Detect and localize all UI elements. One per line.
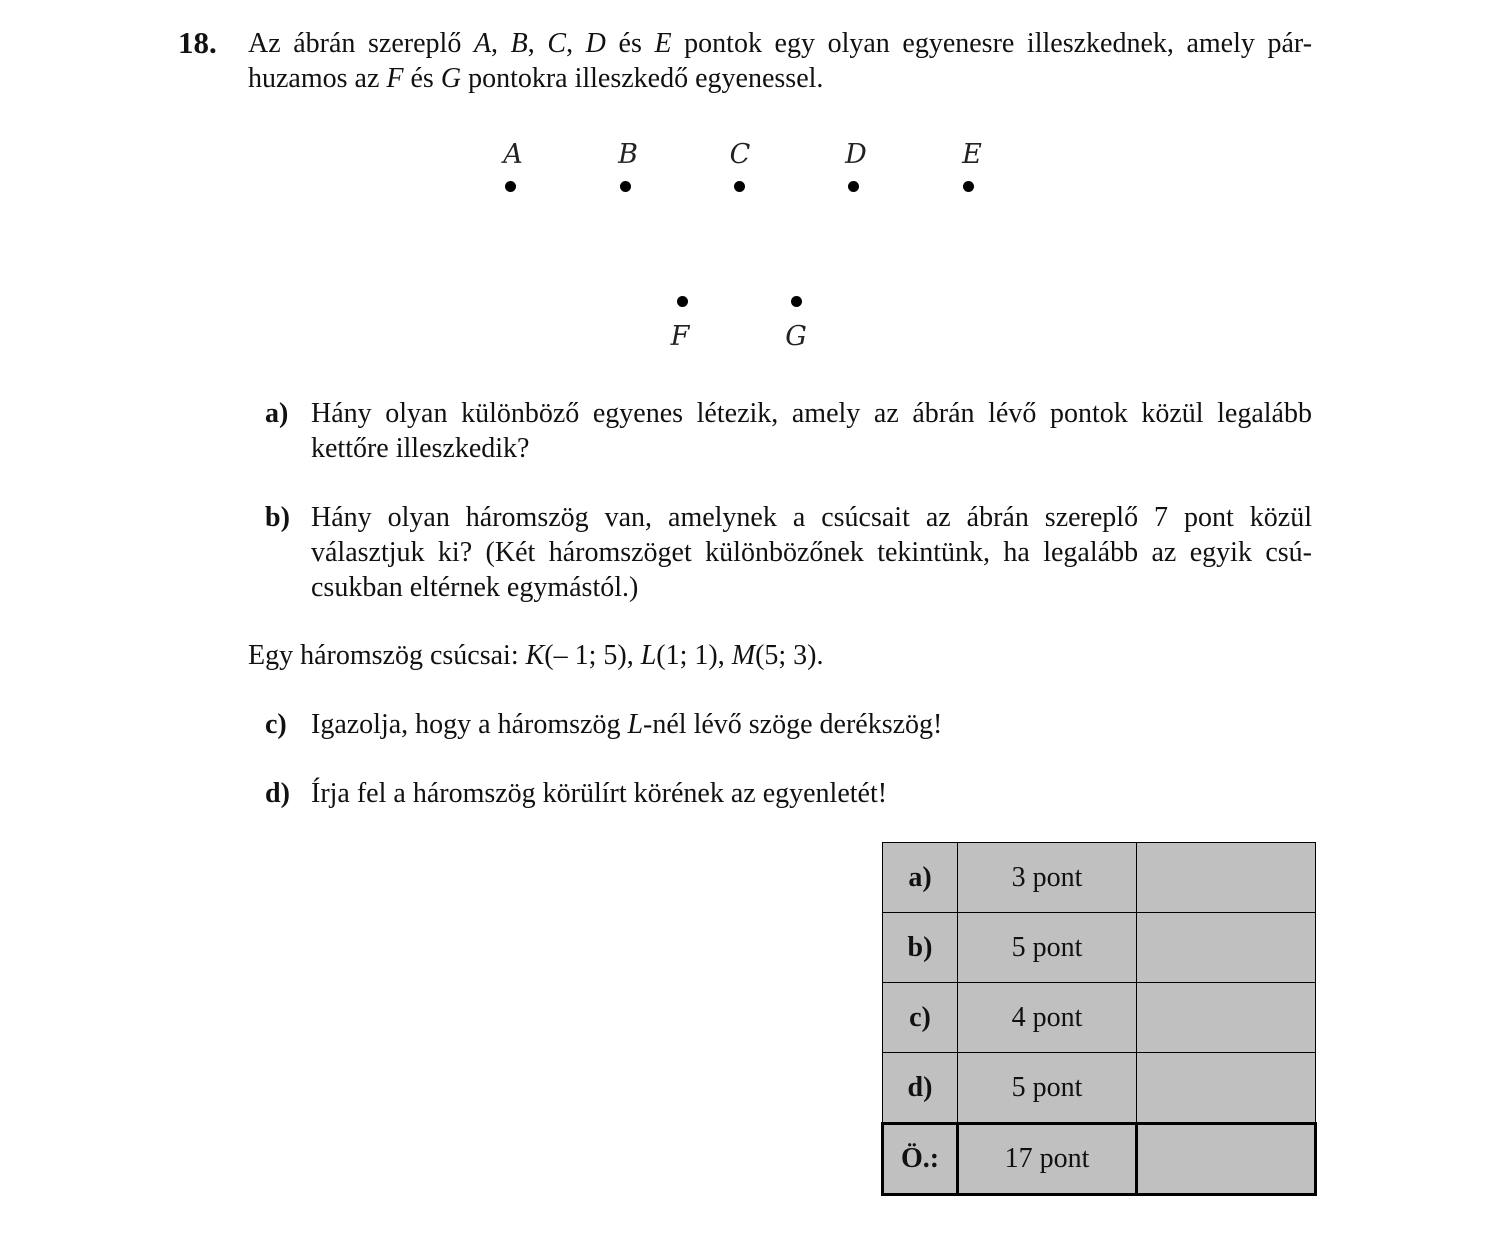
intro-line-1: Az ábrán szereplő A, B, C, D és E pontok egy olyan egyenesre illeszkednek, amely pár- [248, 28, 1313, 59]
question-b-line-2: választjuk ki? (Két háromszöget különbözőnek tekintünk, ha legalább az egyik csú- [311, 537, 1312, 568]
score-table [881, 842, 1317, 1196]
point-label-e: E [962, 139, 982, 170]
score-label: a) [883, 843, 958, 913]
point-label-c: C [729, 139, 751, 170]
point-label-a: A [503, 139, 523, 170]
question-b-letter: b) [265, 502, 290, 533]
question-b-line-3: csukban eltérnek egymástól.) [311, 572, 639, 603]
point-label-f: F [670, 321, 690, 352]
point-dot-a [505, 181, 516, 192]
question-a-letter: a) [265, 398, 289, 429]
score-label: c) [883, 983, 958, 1053]
point-dot-d [848, 181, 859, 192]
intro-line-2: huzamos az F és G pontokra illeszkedő egyenessel. [248, 63, 824, 94]
score-label: b) [883, 913, 958, 983]
table-row [883, 913, 1316, 983]
score-max-points: 5 pont [958, 1053, 1137, 1124]
question-c [265, 707, 1312, 742]
table-row [883, 983, 1316, 1053]
problem-intro [248, 26, 1312, 96]
point-dot-f [677, 296, 688, 307]
score-total-label: Ö.: [883, 1124, 958, 1195]
question-a-line-2: kettőre illeszkedik? [311, 433, 530, 464]
question-b-line-1: Hány olyan háromszög van, amelynek a csúcsait az ábrán szereplő 7 pont közül [311, 502, 1312, 533]
score-total-points: 17 pont [958, 1124, 1137, 1195]
question-a [265, 396, 1312, 466]
point-label-b: B [618, 139, 638, 170]
problem-number: 18. [178, 25, 217, 60]
score-max-points: 5 pont [958, 913, 1137, 983]
question-d-letter: d) [265, 778, 290, 809]
table-row [883, 843, 1316, 913]
point-label-g: G [785, 321, 807, 352]
score-max-points: 4 pont [958, 983, 1137, 1053]
score-max-points: 3 pont [958, 843, 1137, 913]
score-earned-cell[interactable] [1137, 983, 1316, 1053]
point-dot-e [963, 181, 974, 192]
score-earned-cell[interactable] [1137, 1053, 1316, 1124]
score-earned-cell[interactable] [1137, 913, 1316, 983]
score-earned-cell[interactable] [1137, 843, 1316, 913]
point-label-d: D [845, 139, 867, 170]
score-label: d) [883, 1053, 958, 1124]
question-d-text: Írja fel a háromszög körülírt körének az egyenletét! [311, 778, 888, 809]
point-dot-b [620, 181, 631, 192]
table-row-total [883, 1124, 1316, 1195]
question-b [265, 500, 1312, 605]
triangle-vertices: Egy háromszög csúcsai: K(– 1; 5), L(1; 1), M(5; 3). [248, 640, 824, 671]
question-c-letter: c) [265, 709, 287, 740]
point-dot-g [791, 296, 802, 307]
table-row [883, 1053, 1316, 1124]
question-a-line-1: Hány olyan különböző egyenes létezik, amely az ábrán lévő pontok közül legalább [311, 398, 1312, 429]
question-c-text: Igazolja, hogy a háromszög L-nél lévő szöge derékszög! [311, 709, 943, 740]
question-d [265, 776, 1312, 811]
score-total-earned-cell[interactable] [1137, 1124, 1316, 1195]
point-dot-c [734, 181, 745, 192]
